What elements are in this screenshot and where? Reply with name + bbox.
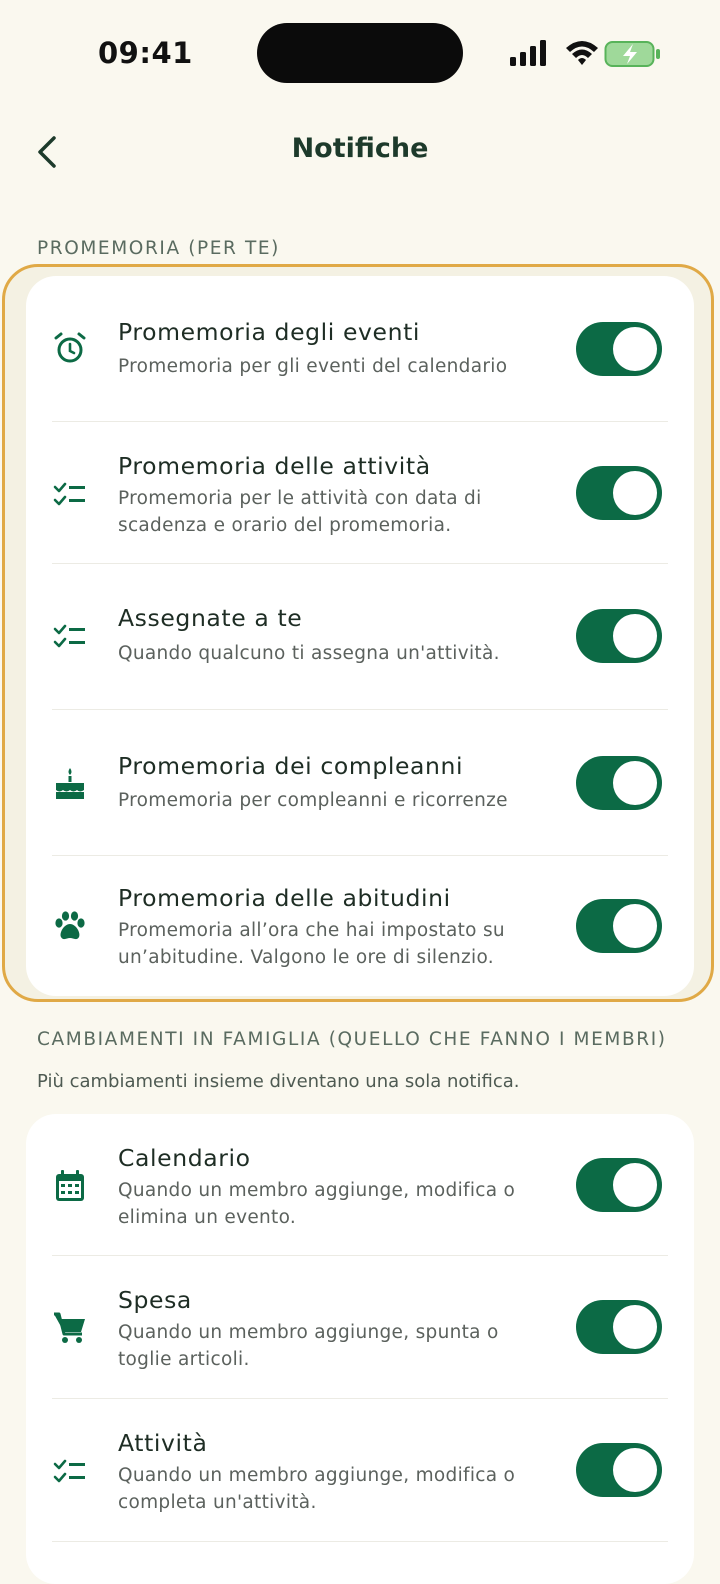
item-description: Promemoria per gli eventi del calendario (118, 356, 508, 377)
page-title: Notifiche (291, 133, 429, 164)
section-title-reminders: PROMEMORIA (PER TE) (37, 238, 280, 259)
list-item (26, 1399, 694, 1541)
divider (52, 1541, 668, 1542)
calendar-icon (52, 1168, 88, 1204)
item-description: Quando un membro aggiunge, spunta o toglie articoli. (118, 1322, 499, 1370)
item-label: Calendario (118, 1144, 251, 1172)
toggle-shopping[interactable] (576, 1300, 662, 1354)
family-changes-card (26, 1114, 694, 1584)
item-description: Quando un membro aggiunge, modifica o elimina un evento. (118, 1180, 516, 1228)
section-title-family-changes: CAMBIAMENTI IN FAMIGLIA (QUELLO CHE FANNO I MEMBRI) (37, 1029, 667, 1050)
wifi-icon (564, 38, 600, 68)
cart-icon (52, 1310, 88, 1346)
reminders-card (26, 276, 694, 996)
dynamic-island (257, 23, 463, 83)
toggle-habit-reminders[interactable] (576, 899, 662, 953)
status-bar (0, 0, 720, 100)
item-label: Promemoria degli eventi (118, 318, 421, 346)
list-item (26, 422, 694, 564)
toggle-task-reminders[interactable] (576, 466, 662, 520)
toggle-assigned-to-you[interactable] (576, 609, 662, 663)
alarm-clock-icon (52, 330, 88, 366)
item-label: Promemoria delle abitudini (118, 884, 451, 912)
list-item (26, 1256, 694, 1398)
header (0, 120, 720, 180)
item-label: Spesa (118, 1286, 192, 1314)
list-item (26, 564, 694, 709)
status-time: 09:41 (98, 36, 193, 70)
list-item (26, 856, 694, 996)
checklist-icon (52, 1453, 88, 1489)
status-icons (508, 38, 658, 68)
item-description: Promemoria all’ora che hai impostato su un’abitudine. Valgono le ore di silenzio. (118, 920, 505, 968)
toggle-birthday-reminders[interactable] (576, 756, 662, 810)
battery-charging-icon (604, 40, 662, 68)
item-label: Promemoria delle attività (118, 452, 431, 480)
checklist-icon (52, 476, 88, 512)
item-label: Promemoria dei compleanni (118, 752, 464, 780)
cake-icon (52, 766, 88, 802)
toggle-calendar[interactable] (576, 1158, 662, 1212)
item-description: Promemoria per le attività con data di scadenza e orario del promemoria. (118, 488, 482, 536)
signal-icon (508, 38, 548, 68)
list-item (26, 276, 694, 421)
item-description: Quando un membro aggiunge, modifica o completa un'attività. (118, 1465, 516, 1513)
paw-icon (52, 908, 88, 944)
item-description: Promemoria per compleanni e ricorrenze (118, 790, 508, 811)
list-item (26, 710, 694, 855)
checklist-icon (52, 618, 88, 654)
section-subtitle: Più cambiamenti insieme diventano una sola notifica. (37, 1071, 520, 1092)
item-description: Quando qualcuno ti assegna un'attività. (118, 643, 500, 664)
toggle-tasks[interactable] (576, 1443, 662, 1497)
item-label: Assegnate a te (118, 604, 303, 632)
list-item (26, 1114, 694, 1255)
toggle-event-reminders[interactable] (576, 322, 662, 376)
item-label: Attività (118, 1429, 208, 1457)
